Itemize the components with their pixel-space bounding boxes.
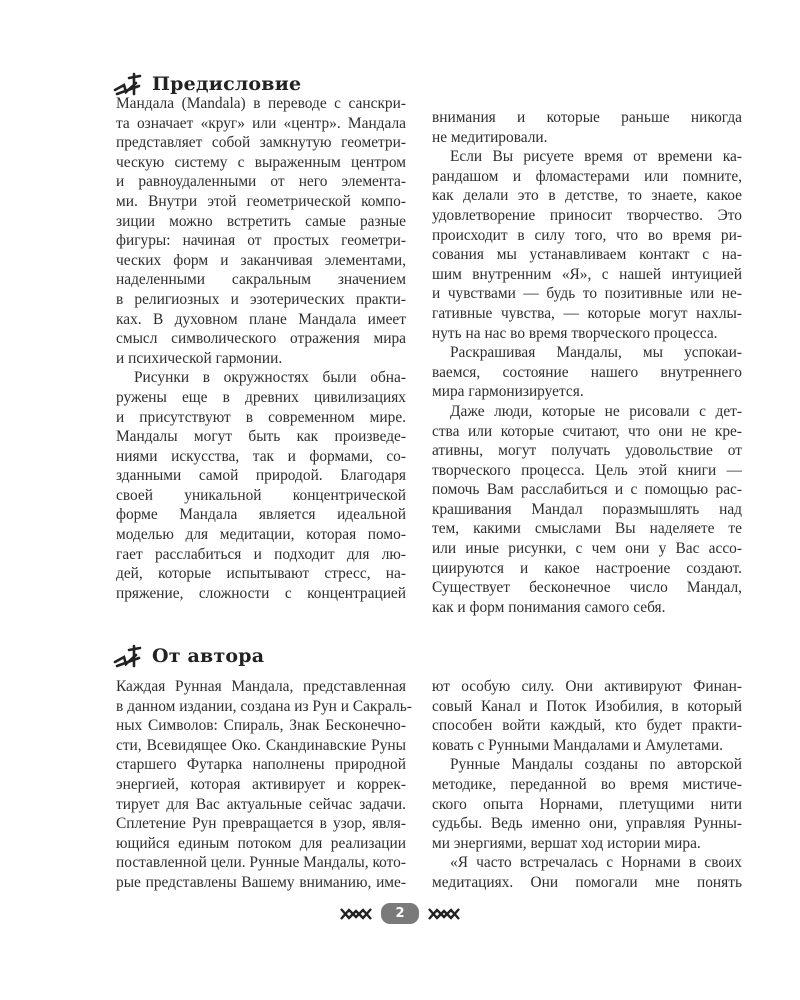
text-line: ных Символов: Спираль, Знак Бесконечно-	[116, 717, 406, 735]
text-line: нуть на нас во время творческого процесса.	[432, 324, 718, 342]
text-line: та означает «круг» или «центр». Мандала	[116, 114, 406, 132]
zigzag-ornament-icon	[427, 906, 461, 922]
text-line: гает расслабиться и подходит для лю-	[116, 545, 406, 563]
text-line: ми. Внутри этой геометрической компо-	[116, 192, 406, 210]
column-preface-right	[432, 108, 742, 617]
text-line: способен войти каждый, кто будет практи-	[432, 717, 742, 735]
text-line: сти, Всевидящее Око. Скандинавские Руны	[116, 736, 406, 754]
text-line: ют особую силу. Они активируют Финан-	[432, 678, 742, 695]
section-title: Предисловие	[152, 73, 302, 95]
text-line: методике, переданной во время мистиче-	[432, 775, 742, 793]
text-line: и присутствуют в современном мире.	[116, 408, 406, 426]
text-line: энергией, которая активирует и коррек-	[116, 775, 406, 793]
text-line: Рунные Мандалы созданы по авторской	[450, 756, 742, 774]
rune-icon	[112, 642, 144, 670]
text-line: происходит в силу того, что во время ри-	[432, 226, 742, 244]
text-line: удовлетворение приносит творчество. Это	[432, 206, 742, 224]
text-line: в религиозных и эзотерических практи-	[116, 290, 406, 308]
text-line: дей, которые испытывают стресс, на-	[116, 565, 406, 583]
text-line: как и форм понимания самого себя.	[432, 598, 666, 616]
page-number: 2	[381, 903, 419, 924]
column-preface-left	[116, 94, 406, 603]
section-heading-author	[112, 642, 264, 670]
text-line: циируются и какое настроение создают.	[432, 559, 742, 577]
text-line: ваемся, состояние нашего внутреннего	[432, 363, 742, 381]
text-line: гативные чувства, — которые могут нахлы-	[432, 304, 742, 322]
text-line: ства или которые считают, что они не кре-	[432, 422, 742, 440]
section-title: От автора	[152, 645, 265, 667]
page-footer	[0, 903, 800, 924]
zigzag-ornament-icon	[339, 906, 373, 922]
text-line: ковать с Рунными Мандалами и Амулетами.	[432, 736, 723, 754]
text-line: зданными самой природой. Благодаря	[116, 467, 406, 485]
text-line: поставленной цели. Рунные Мандалы, кото-	[116, 854, 406, 872]
text-line: представляет собой замкнутую геометри-	[116, 134, 406, 152]
text-line: не медитировали.	[432, 128, 548, 146]
text-line: Каждая Рунная Мандала, представленная	[116, 678, 406, 695]
text-line: Если Вы рисуете время от времени ка-	[450, 148, 742, 166]
text-line: медитациях. Они помогали мне понять	[432, 873, 742, 891]
column-author-right	[432, 677, 742, 893]
text-line: наделенными сакральным значением	[116, 271, 406, 289]
text-line: ках. В духовном плане Мандала имеет	[116, 310, 406, 328]
text-line: Даже люди, которые не рисовали с дет-	[450, 402, 742, 420]
column-author-left	[116, 677, 412, 893]
text-line: как делали это в детстве, то знаете, какое	[432, 187, 742, 205]
text-line: старшего Футарка наполнены природной	[116, 756, 406, 774]
text-line: Сплетение Рун превращается в узор, явля-	[116, 815, 406, 833]
text-line: рые представлены Вашему вниманию, име-	[116, 873, 406, 891]
text-line: пряжение, сложности с концентрацией	[116, 584, 406, 602]
text-line: тирует для Вас актуальные сейчас задачи.	[116, 795, 406, 813]
text-line: своей уникальной концентрической	[116, 486, 406, 504]
text-line: и равноудаленными от него элемента-	[116, 173, 406, 191]
text-line: Мандала (Mandala) в переводе с санскри-	[116, 95, 406, 112]
text-line: рандашом и фломастерами или помните,	[432, 167, 742, 185]
text-line: внимания и которые раньше никогда	[432, 109, 742, 126]
text-line: и психической гармонии.	[116, 349, 283, 367]
text-line: моделью для медитации, которая помо-	[116, 526, 406, 544]
text-line: или иные рисунки, с чем они у Вас ассо-	[432, 540, 742, 558]
text-line: зиции можно встретить самые разные	[116, 212, 406, 230]
text-line: мира гармонизируется.	[432, 383, 584, 401]
text-line: ского опыта Норнами, плетущими нити	[432, 795, 742, 813]
text-line: ниями искусства, так и формами, со-	[116, 447, 406, 465]
text-line: тем, какими смыслами Вы наделяете те	[432, 520, 742, 538]
text-line: сования мы устанавливаем контакт с на-	[432, 246, 742, 264]
text-line: ческую систему с выраженным центром	[116, 153, 406, 171]
text-line: ющийся единым потоком для реализации	[116, 834, 406, 852]
text-line: «Я часто встречалась с Норнами в своих	[450, 854, 742, 872]
text-line: помочь Вам расслабиться и с помощью рас-	[432, 481, 742, 499]
text-line: и чувствами — будь то позитивные или не-	[432, 285, 742, 303]
text-line: Существует бесконечное число Мандал,	[432, 579, 742, 597]
text-line: творческого процесса. Цель этой книги —	[432, 461, 742, 479]
text-line: форме Мандала является идеальной	[116, 506, 406, 524]
text-line: совый Канал и Поток Изобилия, в который	[432, 697, 742, 715]
text-line: Рисунки в окружностях были обна-	[134, 369, 406, 387]
text-line: Раскрашивая Мандалы, мы успокаи-	[450, 344, 742, 362]
text-line: крашивания Мандал поразмышлять над	[432, 500, 742, 518]
text-line: ми энергиями, вершат ход истории мира.	[432, 834, 701, 852]
text-line: ружены еще в древних цивилизациях	[116, 388, 406, 406]
text-line: смысл символического отражения мира	[116, 330, 406, 348]
text-line: шим внутренним «Я», с нашей интуицией	[432, 265, 742, 283]
text-line: Мандалы могут быть как произведе-	[116, 428, 406, 446]
text-line: ативны, могут получать удовольствие от	[432, 442, 742, 460]
text-line: фигуры: начиная от простых геометри-	[116, 232, 406, 250]
text-line: судьбы. Ведь именно они, управляя Рунны-	[432, 815, 742, 833]
text-line: в данном издании, создана из Рун и Сакраль-	[116, 697, 412, 715]
text-line: ческих форм и заканчивая элементами,	[116, 251, 406, 269]
